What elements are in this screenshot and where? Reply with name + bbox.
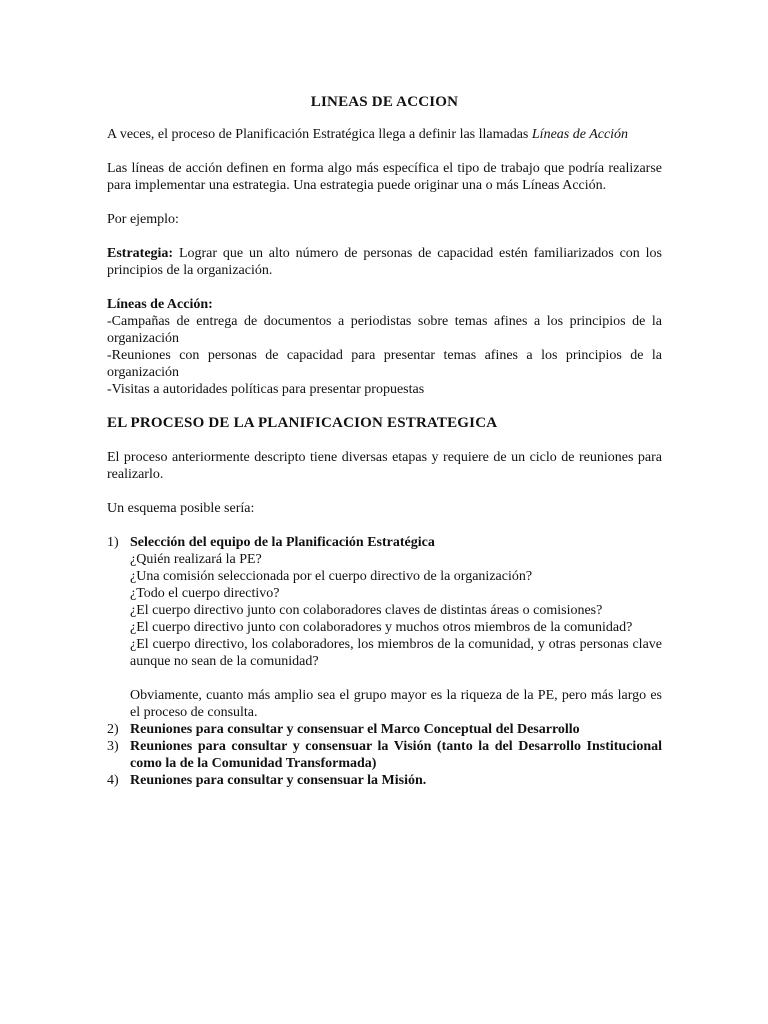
step-question: ¿Una comisión seleccionada por el cuerpo directivo de la organización?	[130, 569, 533, 584]
steps-list	[107, 534, 662, 789]
step-number: 2)	[107, 722, 119, 737]
document-body	[107, 94, 662, 789]
action-lines-label: Líneas de Acción:	[107, 297, 213, 312]
step-item-2	[107, 721, 662, 738]
step-question: ¿El cuerpo directivo junto con colaboradores y muchos otros miembros de la comunidad?	[130, 620, 633, 635]
step-title: Reuniones para consultar y consensuar la Misión.	[130, 773, 427, 788]
intro-paragraph	[107, 126, 662, 143]
step-question: ¿El cuerpo directivo, los colaboradores, los miembros de la comunidad, y otras personas clave aunque no sean de la comunidad?	[130, 637, 662, 669]
step-number: 3)	[107, 739, 119, 754]
definition-paragraph: Las líneas de acción definen en forma algo más específica el tipo de trabajo que podría realizarse para implementar una estrategia. Una estrategia puede originar una o más Líneas Acción.	[107, 161, 662, 193]
step-question: ¿Quién realizará la PE?	[130, 552, 262, 567]
scheme-label: Un esquema posible sería:	[107, 501, 255, 516]
action-line-item: -Visitas a autoridades políticas para presentar propuestas	[107, 382, 425, 397]
step-number: 4)	[107, 773, 119, 788]
step-question: ¿Todo el cuerpo directivo?	[130, 586, 280, 601]
step-title: Selección del equipo de la Planificación Estratégica	[130, 535, 435, 550]
step-question: ¿El cuerpo directivo junto con colaboradores claves de distintas áreas o comisiones?	[130, 603, 603, 618]
step-number: 1)	[107, 535, 119, 550]
strategy-label: Estrategia:	[107, 246, 174, 261]
strategy-text: Lograr que un alto número de personas de capacidad estén familiarizados con los principios de la organización.	[107, 246, 662, 278]
process-paragraph: El proceso anteriormente descripto tiene diversas etapas y requiere de un ciclo de reuniones para realizarlo.	[107, 450, 662, 482]
example-label: Por ejemplo:	[107, 212, 179, 227]
strategy-paragraph	[107, 245, 662, 279]
action-line-item: -Reuniones con personas de capacidad para presentar temas afines a los principios de la organización	[107, 348, 662, 380]
step-title: Reuniones para consultar y consensuar el Marco Conceptual del Desarrollo	[130, 722, 580, 737]
step-note: Obviamente, cuanto más amplio sea el grupo mayor es la riqueza de la PE, pero más largo es el proceso de consulta.	[130, 688, 662, 720]
step-title: Reuniones para consultar y consensuar la Visión (tanto la del Desarrollo Institucional como la de la Comunidad Transformada)	[130, 739, 662, 771]
intro-text: A veces, el proceso de Planificación Estratégica llega a definir las llamadas	[107, 127, 532, 142]
step-item-4	[107, 772, 662, 789]
page-title: LINEAS DE ACCION	[310, 94, 459, 110]
step-item-3	[107, 738, 662, 772]
action-line-item: -Campañas de entrega de documentos a periodistas sobre temas afines a los principios de la organización	[107, 314, 662, 346]
section-title: EL PROCESO DE LA PLANIFICACION ESTRATEGICA	[107, 415, 498, 431]
step-item-1	[107, 534, 662, 721]
intro-emphasis: Líneas de Acción	[531, 127, 629, 142]
